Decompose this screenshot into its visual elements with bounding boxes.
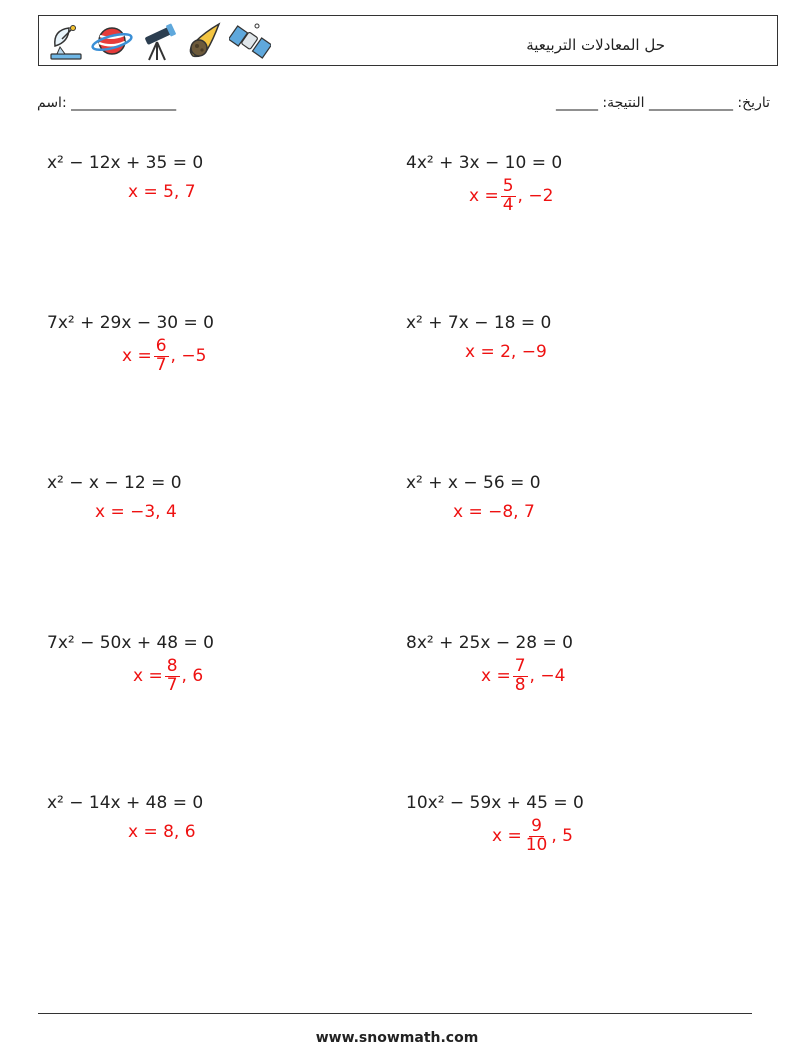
- answer-2-denominator: 4: [502, 194, 514, 215]
- answer-8-prefix: x =: [481, 666, 511, 687]
- date-score-field: ______ :تاريخ: ____________ النتيجة: [555, 95, 770, 111]
- header-box: [38, 15, 778, 66]
- name-field: اسم: _______________: [37, 95, 177, 111]
- answer-7: [133, 658, 203, 695]
- answer-7-numerator: 8: [166, 656, 178, 676]
- answer-8-denominator: 8: [514, 674, 526, 695]
- answer-2-suffix: , −2: [517, 186, 554, 207]
- answer-8-numerator: 7: [514, 656, 526, 676]
- answer-6: [453, 502, 535, 522]
- problem-8: 8x² + 25x − 28 = 0: [406, 633, 573, 653]
- answer-10-fraction: [524, 818, 550, 855]
- answer-4: [465, 342, 547, 362]
- answer-9: [128, 822, 196, 842]
- problem-6: x² + x − 56 = 0: [406, 473, 541, 493]
- answer-5-text: x = −3, 4: [95, 502, 177, 522]
- answer-3-numerator: 6: [155, 336, 167, 356]
- telescope-icon: [137, 20, 179, 62]
- satellite-dish-icon: [45, 20, 87, 62]
- answer-7-prefix: x =: [133, 666, 163, 687]
- answer-10-denominator: 10: [525, 834, 548, 855]
- answer-2-prefix: x =: [469, 186, 499, 207]
- answer-2-fraction: [501, 178, 516, 215]
- answer-9-text: x = 8, 6: [128, 822, 196, 842]
- answer-3: [122, 338, 206, 375]
- answer-10-prefix: x =: [492, 826, 522, 847]
- answer-3-suffix: , −5: [170, 346, 207, 367]
- footer-url[interactable]: www.snowmath.com: [315, 1030, 479, 1046]
- answer-8: [481, 658, 565, 695]
- answer-7-fraction: [165, 658, 180, 695]
- problem-10: 10x² − 59x + 45 = 0: [406, 793, 584, 813]
- answer-7-denominator: 7: [166, 674, 178, 695]
- problem-1: x² − 12x + 35 = 0: [47, 153, 204, 173]
- answer-2: [469, 178, 553, 215]
- answer-8-suffix: , −4: [529, 666, 566, 687]
- problem-9: x² − 14x + 48 = 0: [47, 793, 204, 813]
- answer-1: [128, 182, 196, 202]
- comet-icon: [183, 20, 225, 62]
- planet-icon: [91, 20, 133, 62]
- answer-5: [95, 502, 177, 522]
- problem-7: 7x² − 50x + 48 = 0: [47, 633, 214, 653]
- problem-4: x² + 7x − 18 = 0: [406, 313, 552, 333]
- answer-4-text: x = 2, −9: [465, 342, 547, 362]
- answer-2-numerator: 5: [502, 176, 514, 196]
- problem-2: 4x² + 3x − 10 = 0: [406, 153, 563, 173]
- footer-divider: [38, 1013, 752, 1014]
- answer-10-numerator: 9: [531, 816, 542, 836]
- header-icons: [45, 20, 271, 64]
- answer-10-suffix: , 5: [551, 826, 573, 847]
- answer-1-text: x = 5, 7: [128, 182, 196, 202]
- answer-8-fraction: [513, 658, 528, 695]
- space-satellite-icon: [229, 20, 271, 62]
- answer-7-suffix: , 6: [181, 666, 204, 687]
- answer-3-prefix: x =: [122, 346, 152, 367]
- problem-3: 7x² + 29x − 30 = 0: [47, 313, 214, 333]
- problem-5: x² − x − 12 = 0: [47, 473, 182, 493]
- answer-3-denominator: 7: [155, 354, 167, 375]
- answer-6-text: x = −8, 7: [453, 502, 535, 522]
- answer-10: [492, 818, 573, 855]
- page-title: حل المعادلات التربيعية: [526, 36, 665, 54]
- answer-3-fraction: [154, 338, 169, 375]
